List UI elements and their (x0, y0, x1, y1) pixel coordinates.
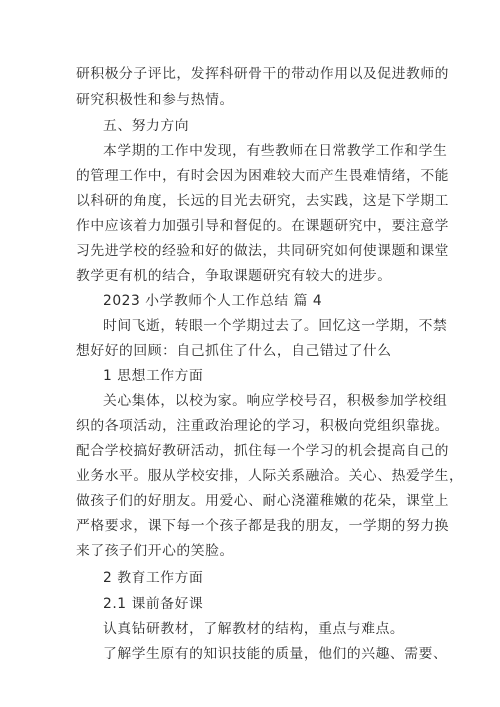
subsection-heading: 2.1 课前备好课 (103, 596, 204, 612)
text-line: 业务水平。服从学校安排，人际关系融洽。关心、热爱学生， (76, 468, 464, 484)
article-title: 2023 小学教师个人工作总结 篇 4 (103, 293, 323, 309)
text-line: 关心集体，以校为家。响应学校号召，积极参加学校组 (103, 393, 448, 409)
text-line: 想好好的回顾：自己抓住了什么，自己错过了什么 (76, 343, 392, 359)
text-line: 严格要求，课下每一个孩子都是我的朋友，一学期的努力换 (76, 518, 450, 534)
text-line: 以科研的角度，长远的目光去研究，去实践，这是下学期工 (76, 193, 450, 209)
text-line: 本学期的工作中发现，有些教师在日常教学工作和学生 (103, 143, 448, 159)
section-heading: 1 思想工作方面 (103, 368, 204, 384)
text-line: 的管理工作中，有时会因为困难较大而产生畏难情绪，不能 (76, 168, 450, 184)
text-line: 教学更有机的结合，争取课题研究有较大的进步。 (76, 268, 392, 284)
text-line: 配合学校搞好教研活动，抓住每一个学习的机会提高自己的 (76, 443, 450, 459)
text-line: 做孩子们的好朋友。用爱心、耐心浇灌稚嫩的花朵，课堂上 (76, 493, 450, 509)
text-line: 研究积极性和参与热情。 (76, 92, 234, 108)
text-line: 认真钻研教材，了解教材的结构，重点与难点。 (103, 621, 405, 637)
text-line: 了解学生原有的知识技能的质量，他们的兴趣、需要、 (103, 646, 448, 662)
section-heading: 五、努力方向 (103, 118, 190, 134)
text-line: 习先进学校的经验和好的做法，共同研究如何使课题和课堂 (76, 243, 450, 259)
text-line: 时间飞逝，转眼一个学期过去了。回忆这一学期，不禁 (103, 318, 448, 334)
text-line: 织的各项活动，注重政治理论的学习，积极向党组织靠拢。 (76, 418, 450, 434)
text-line: 来了孩子们开心的笑脸。 (76, 543, 234, 559)
section-heading: 2 教育工作方面 (103, 570, 204, 586)
text-line: 作中应该着力加强引导和督促的。在课题研究中，要注意学 (76, 218, 450, 234)
text-line: 研积极分子评比，发挥科研骨干的带动作用以及促进教师的 (76, 66, 450, 82)
